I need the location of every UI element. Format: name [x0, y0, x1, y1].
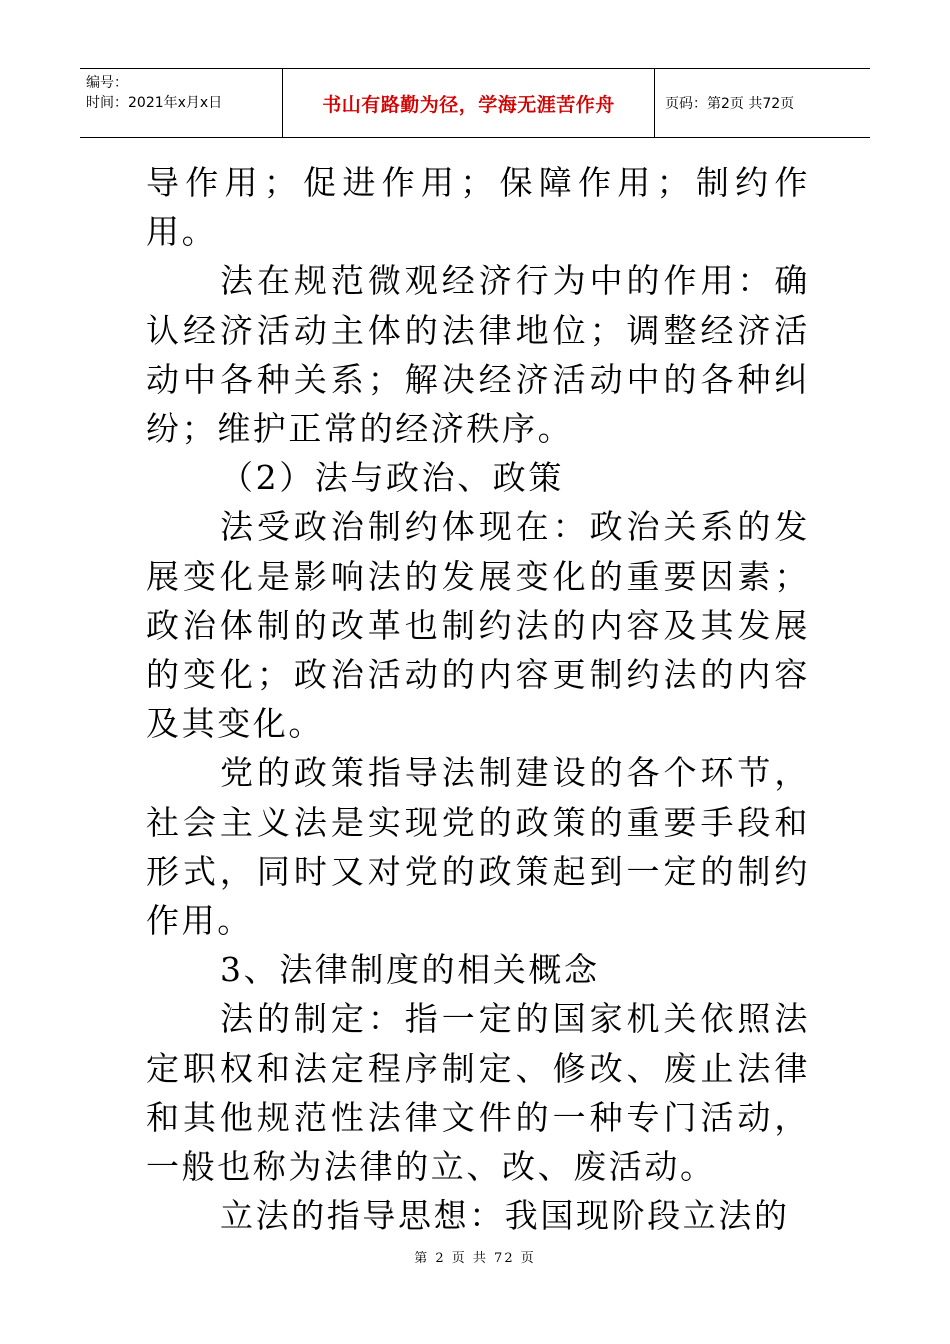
paragraph: 法受政治制约体现在：政治关系的发展变化是影响法的发展变化的重要因素；政治体制的改革也制约法的内容及其发展的变化；政治活动的内容更制约法的内容及其变化。 [146, 507, 810, 744]
header-motto: 书山有路勤为径，学海无涯苦作舟 [283, 69, 655, 137]
paragraph: 法在规范微观经济行为中的作用：确认经济活动主体的法律地位；调整经济活动中各种关系；解决经济活动中的各种纠纷；维护正常的经济秩序。 [146, 261, 810, 449]
section-heading: 3、法律制度的相关概念 [220, 950, 600, 990]
document-number-label: 编号： [86, 75, 128, 91]
header-page-info: 页码：第2页 共72页 [665, 96, 795, 112]
document-date-label: 时间：2021年x月x日 [86, 95, 223, 111]
paragraph: 立法的指导思想：我国现阶段立法的 [220, 1196, 790, 1236]
paragraph: 党的政策指导法制建设的各个环节，社会主义法是实现党的政策的重要手段和形式，同时又对党的政策起到一定的制约作用。 [146, 753, 810, 941]
page-footer: 第 2 页 共 72 页 [414, 1251, 536, 1266]
document-body [146, 158, 810, 1240]
section-heading: （2）法与政治、政策 [220, 458, 564, 498]
paragraph: 法的制定：指一定的国家机关依照法定职权和法定程序制定、修改、废止法律和其他规范性法律文件的一种专门活动，一般也称为法律的立、改、废活动。 [146, 999, 810, 1187]
page-header [80, 68, 870, 138]
header-meta [80, 69, 283, 137]
paragraph: 导作用；促进作用；保障作用；制约作用。 [146, 163, 810, 252]
